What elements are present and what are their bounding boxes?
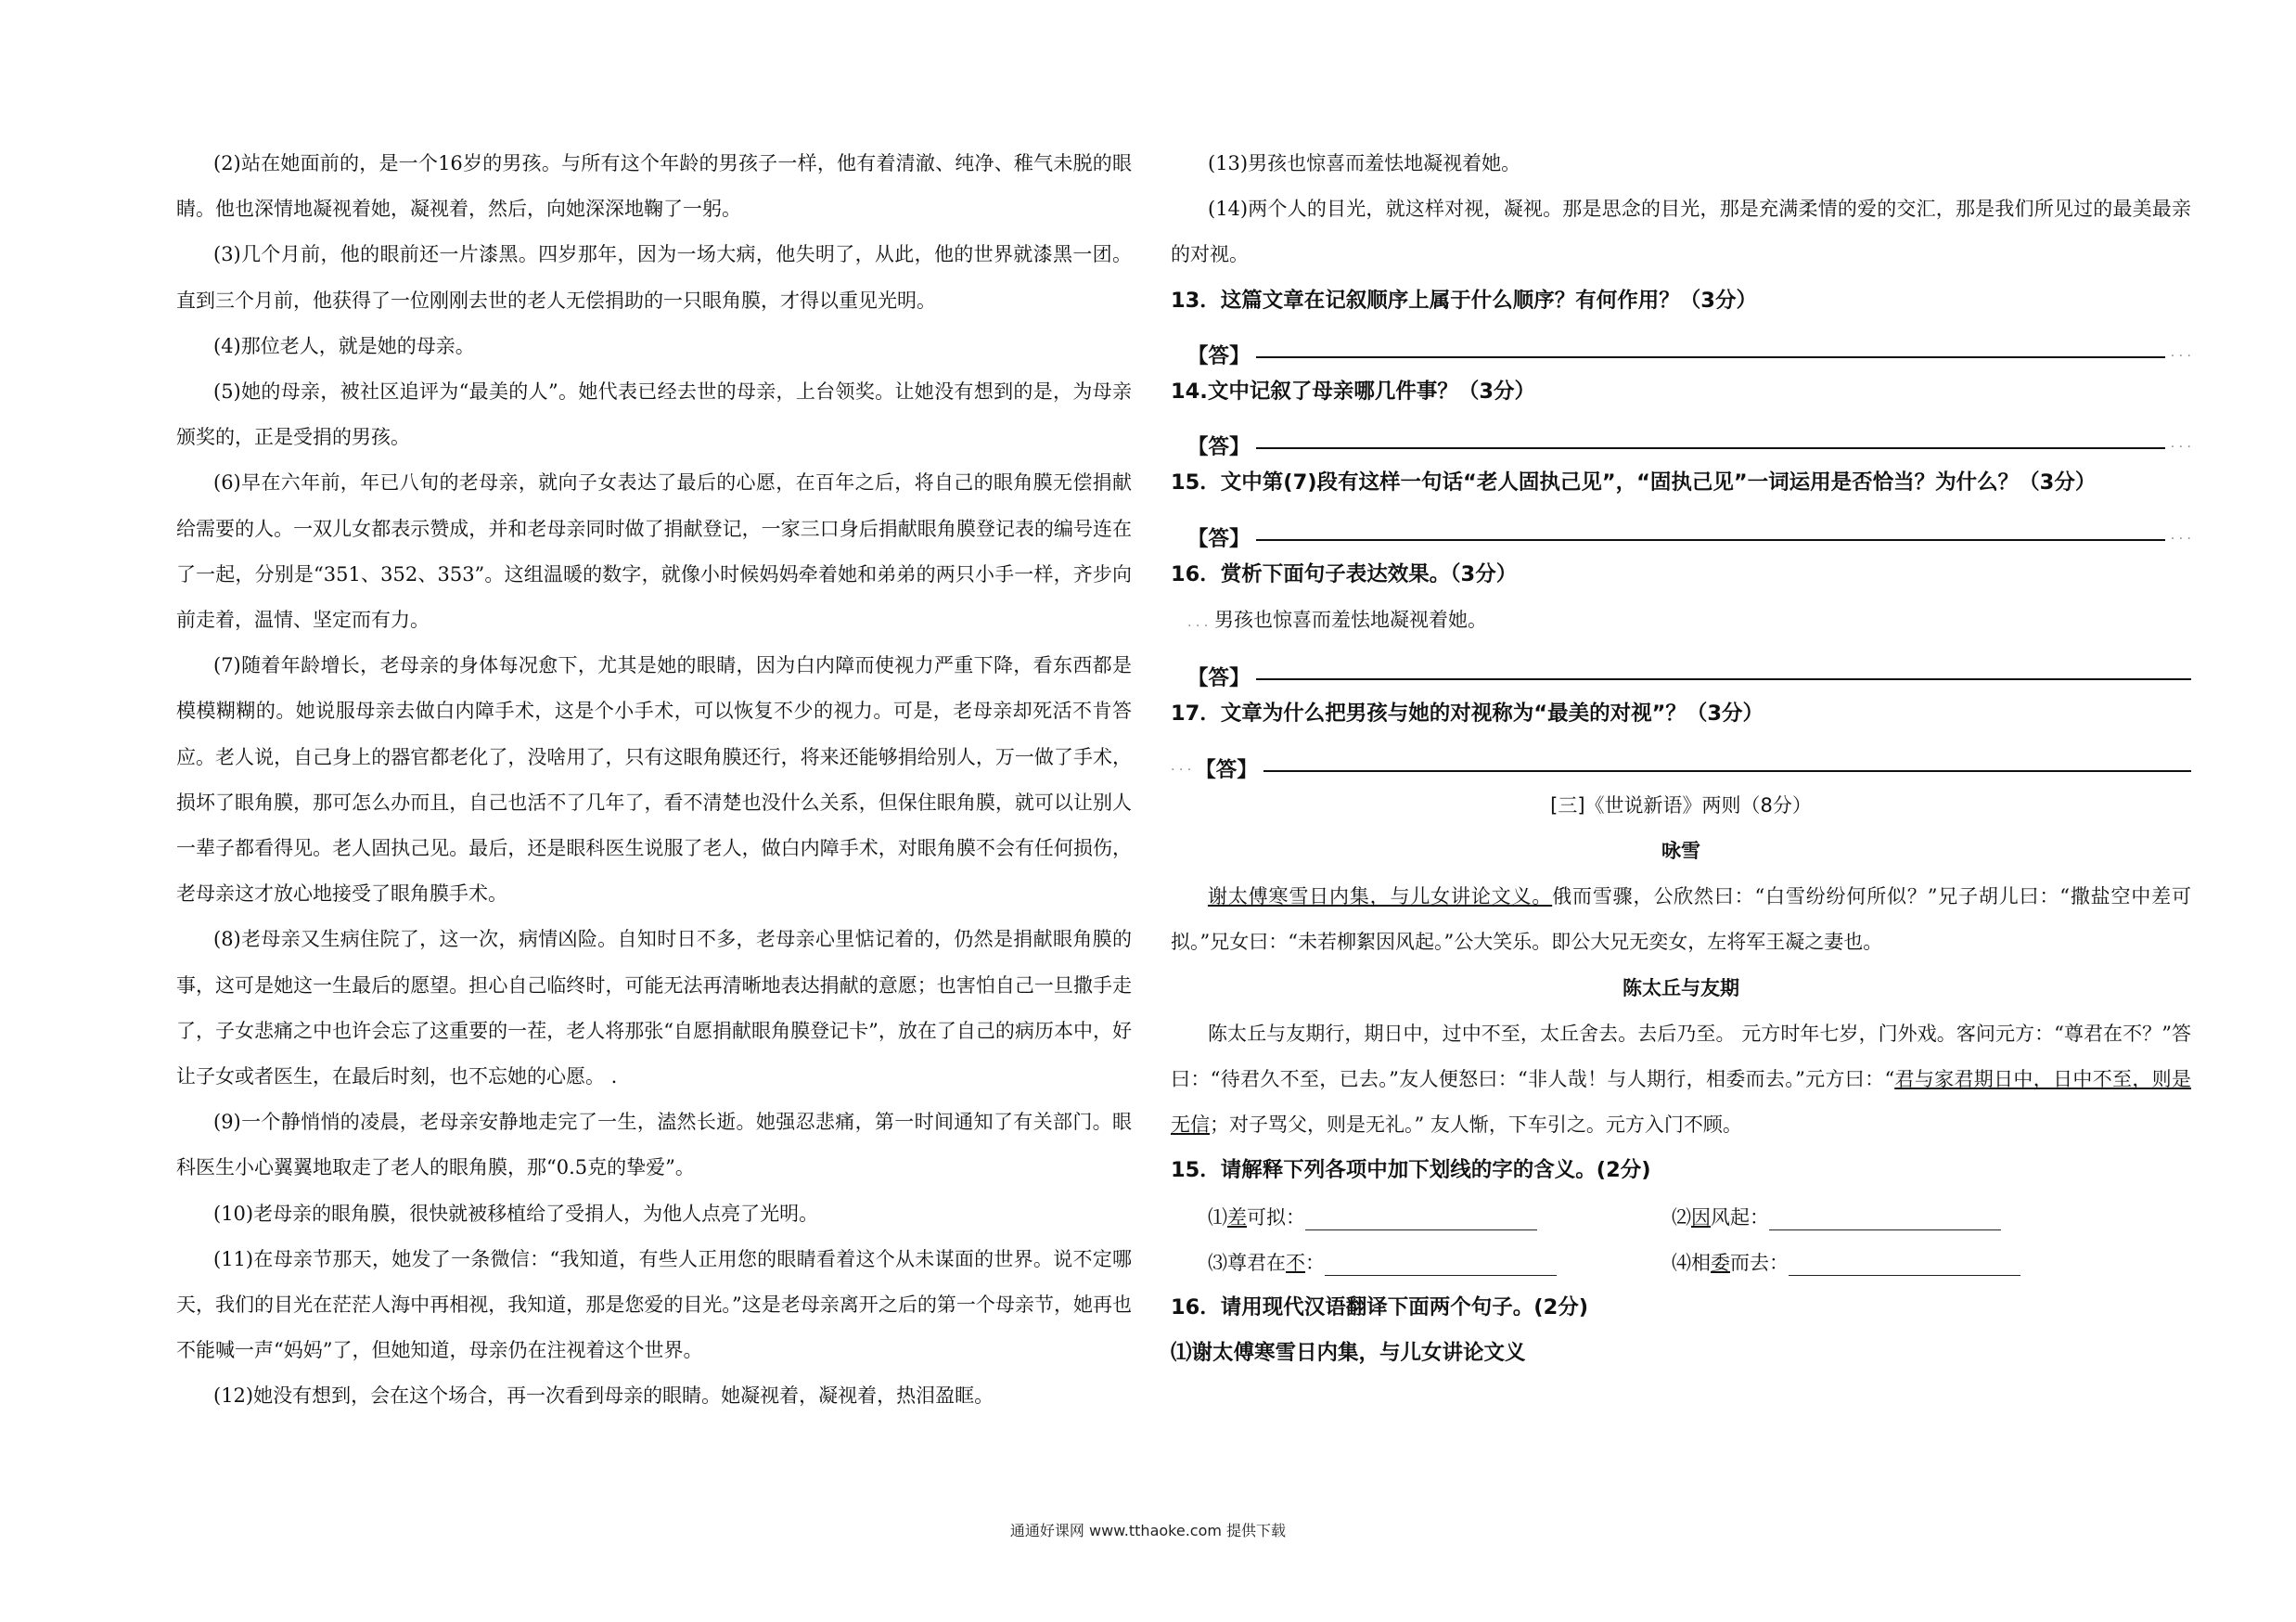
item-number: ⑵ <box>1672 1206 1691 1229</box>
answer-field-14[interactable] <box>1256 447 2165 449</box>
answer-line-16 <box>1171 646 2191 691</box>
answer-label: 【答】 <box>1187 435 1251 460</box>
paragraph-6: (6)早在六年前，年已八旬的老母亲，就向子女表达了最后的心愿，在百年之后，将自己的眼角膜无偿捐献给需要的人。一双儿女都表示赞成，并和老母亲同时做了捐献登记，一家三口身后捐献眼角膜登记表的编号连在了一起，分别是“351、352、353”。这组温暖的数字，就像小时候妈妈牵着她和弟弟的两只小手一样，齐步向前走着，温情、坚定而有力。 <box>176 471 1132 632</box>
fill-item-3 <box>1171 1248 1635 1276</box>
question-14: 14.文中记叙了母亲哪几件事？（3分） <box>1171 380 1536 404</box>
answer-field-17[interactable] <box>1263 770 2191 772</box>
answer-field-15[interactable] <box>1256 539 2165 541</box>
dot-leader: . . . <box>2170 527 2191 543</box>
paragraph-9: (9)一个静悄悄的凌晨，老母亲安静地走完了一生，溘然长逝。她强忍悲痛，第一时间通知了有关部门。眼科医生小心翼翼地取走了老人的眼角膜，那“0.5克的挚爱”。 <box>176 1111 1132 1179</box>
underlined-char: 因 <box>1691 1206 1711 1229</box>
quoted-sentence: 男孩也惊喜而羞怯地凝视着她。 <box>1213 608 1487 631</box>
paragraph-4: (4)那位老人，就是她的母亲。 <box>213 334 475 357</box>
answer-line-13 <box>1171 324 2191 369</box>
question-15b: 15．请解释下列各项中加下划线的字的含义。(2分) <box>1171 1158 1651 1183</box>
fill-blank-2[interactable] <box>1769 1211 2001 1230</box>
paragraph-11: (11)在母亲节那天，她发了一条微信：“我知道，有些人正用您的眼睛看着这个从未谋面的世界。说不定哪天，我们的目光在茫茫人海中再相视，我知道，那是您爱的目光。”这是老母亲离开之后的第一个母亲节，她再也不能喊一声“妈妈”了，但她知道，母亲仍在注视着这个世界。 <box>176 1247 1132 1362</box>
dot-leader: . . . <box>1171 758 1192 774</box>
underlined-sentence: 君与家君期日中，日中不至，则是无信 <box>1171 1067 2191 1137</box>
reading-passage-column <box>176 141 1132 1420</box>
chen-part-1: 陈太丘与友期行，期日中，过中不至，太丘舍去。去后乃至。 元方时年七岁，门外戏。客问元方：“尊君在不？”答曰：“待君久不至，已去。”友人便怒曰：“非人哉！与人期行，相委而去。”元方曰：“ <box>1171 1022 2191 1090</box>
questions-column <box>1171 141 2191 1376</box>
answer-label: 【答】 <box>1187 666 1251 691</box>
answer-label: 【答】 <box>1195 757 1258 782</box>
paragraph-13: (13)男孩也惊喜而羞怯地凝视着她。 <box>1208 152 1521 174</box>
question-15: 15．文中第(7)段有这样一句话“老人固执己见”，“固执己见”一词运用是否恰当？为什么？（3分） <box>1171 470 2097 496</box>
yongxue-rest: 俄而雪骤，公欣然曰：“白雪纷纷何所似？”兄子胡儿曰：“撒盐空中差可拟。”兄女曰：“未若柳絮因风起。”公大笑乐。即公大兄无奕女，左将军王凝之妻也。 <box>1171 885 2191 954</box>
chen-part-2: ；对子骂父，则是无礼。” 友人惭，下车引之。元方入门不顾。 <box>1210 1114 1742 1137</box>
dot-leader: . . . <box>2170 436 2191 452</box>
footer-credit: 通通好课网 www.tthaoke.com 提供下载 <box>1009 1522 1287 1539</box>
answer-field-13[interactable] <box>1256 356 2165 358</box>
question-16b-item-1: ⑴谢太傅寒雪日内集，与儿女讲论文义 <box>1171 1341 1526 1366</box>
underlined-char: 不 <box>1286 1252 1305 1275</box>
fill-blank-3[interactable] <box>1325 1256 1557 1276</box>
fill-blank-1[interactable] <box>1305 1211 1537 1230</box>
yongxue-title: 咏雪 <box>1661 839 1700 862</box>
fill-item-1 <box>1171 1203 1635 1230</box>
item-text: ⑷相 <box>1672 1252 1711 1275</box>
paragraph-7: (7)随着年龄增长，老母亲的身体每况愈下，尤其是她的眼睛，因为白内障而使视力严重下降，看东西都是模模糊糊的。她说服母亲去做白内障手术，这是个小手术，可以恢复不少的视力。可是，老母亲却死活不肯答应。老人说，自己身上的器官都老化了，没啥用了，只有这眼角膜还行，将来还能够捐给别人，万一做了手术，损坏了眼角膜，那可怎么办而且，自己也活不了几年了，看不清楚也没什么关系，但保住眼角膜，就可以让别人一辈子都看得见。老人固执己见。最后，还是眼科医生说服了老人，做白内障手术，对眼角膜不会有任何损伤，老母亲这才放心地接受了眼角膜手术。 <box>176 654 1132 906</box>
answer-line-15 <box>1171 507 2191 552</box>
paragraph-5: (5)她的母亲，被社区追评为“最美的人”。她代表已经去世的母亲，上台领奖。让她没有想到的是，为母亲颁奖的，正是受捐的男孩。 <box>176 380 1132 449</box>
item-number: ⑴ <box>1208 1206 1227 1229</box>
question-17: 17．文章为什么把男孩与她的对视称为“最美的对视”？（3分） <box>1171 702 1764 727</box>
dot-leader: . . . <box>2170 345 2191 360</box>
fill-blank-4[interactable] <box>1789 1256 2020 1276</box>
item-text: 可拟： <box>1247 1206 1305 1229</box>
question-13: 13．这篇文章在记叙顺序上属于什么顺序？有何作用？（3分） <box>1171 288 1757 313</box>
paragraph-12: (12)她没有想到，会在这个场合，再一次看到母亲的眼睛。她凝视着，凝视着，热泪盈眶。 <box>213 1384 994 1408</box>
question-16: 16．赏析下面句子表达效果。（3分） <box>1171 561 1518 586</box>
answer-label: 【答】 <box>1187 526 1251 551</box>
fill-item-2 <box>1635 1203 2098 1230</box>
item-text: 而去： <box>1730 1252 1789 1275</box>
fill-row-2 <box>1171 1240 2191 1285</box>
answer-label: 【答】 <box>1187 344 1251 368</box>
answer-line-14 <box>1171 415 2191 460</box>
item-text: ⑶尊君在 <box>1208 1252 1286 1275</box>
answer-line-17 <box>1171 738 2191 783</box>
fill-row-1 <box>1171 1194 2191 1240</box>
section-3-title: [三]《世说新语》两则（8分） <box>1550 793 1812 817</box>
chen-taiqiu-text <box>1171 1011 2191 1149</box>
chen-taiqiu-title: 陈太丘与友期 <box>1623 976 1739 999</box>
paragraph-14: (14)两个人的目光，就这样对视，凝视。那是思念的目光，那是充满柔情的爱的交汇，那是我们所见过的最美最亲的对视。 <box>1171 198 2191 266</box>
paragraph-2: (2)站在她面前的，是一个16岁的男孩。与所有这个年龄的男孩子一样，他有着清澈、纯净、稚气未脱的眼睛。他也深情地凝视着她，凝视着，然后，向她深深地鞠了一躬。 <box>176 152 1132 221</box>
paragraph-3: (3)几个月前，他的眼前还一片漆黑。四岁那年，因为一场大病，他失明了，从此，他的世界就漆黑一团。直到三个月前，他获得了一位刚刚去世的老人无偿捐助的一只眼角膜，才得以重见光明。 <box>176 243 1132 312</box>
paragraph-8: (8)老母亲又生病住院了，这一次，病情凶险。自知时日不多，老母亲心里惦记着的，仍然是捐献眼角膜的事，这可是她这一生最后的愿望。担心自己临终时，可能无法再清晰地表达捐献的意愿；也害怕自己一旦撒手走了，子女悲痛之中也许会忘了这重要的一茬，老人将那张“自愿捐献眼角膜登记卡”，放在了自己的病历本中，好让子女或者医生，在最后时刻，也不忘她的心愿。 . <box>176 928 1132 1088</box>
underlined-char: 委 <box>1711 1252 1730 1275</box>
question-16b: 16．请用现代汉语翻译下面两个句子。(2分) <box>1171 1294 1589 1319</box>
fill-item-4 <box>1635 1248 2098 1276</box>
answer-field-16[interactable] <box>1256 678 2191 680</box>
item-text: ： <box>1305 1252 1325 1275</box>
underlined-char: 差 <box>1227 1206 1247 1229</box>
yongxue-text <box>1171 874 2191 965</box>
underlined-sentence: 谢太傅寒雪日内集，与儿女讲论文义。 <box>1208 885 1553 908</box>
paragraph-10: (10)老母亲的眼角膜，很快就被移植给了受捐人，为他人点亮了光明。 <box>213 1202 819 1225</box>
question-16-sentence <box>1171 598 2191 646</box>
item-text: 风起： <box>1711 1206 1769 1229</box>
dot-leader: . . . <box>1187 614 1209 630</box>
